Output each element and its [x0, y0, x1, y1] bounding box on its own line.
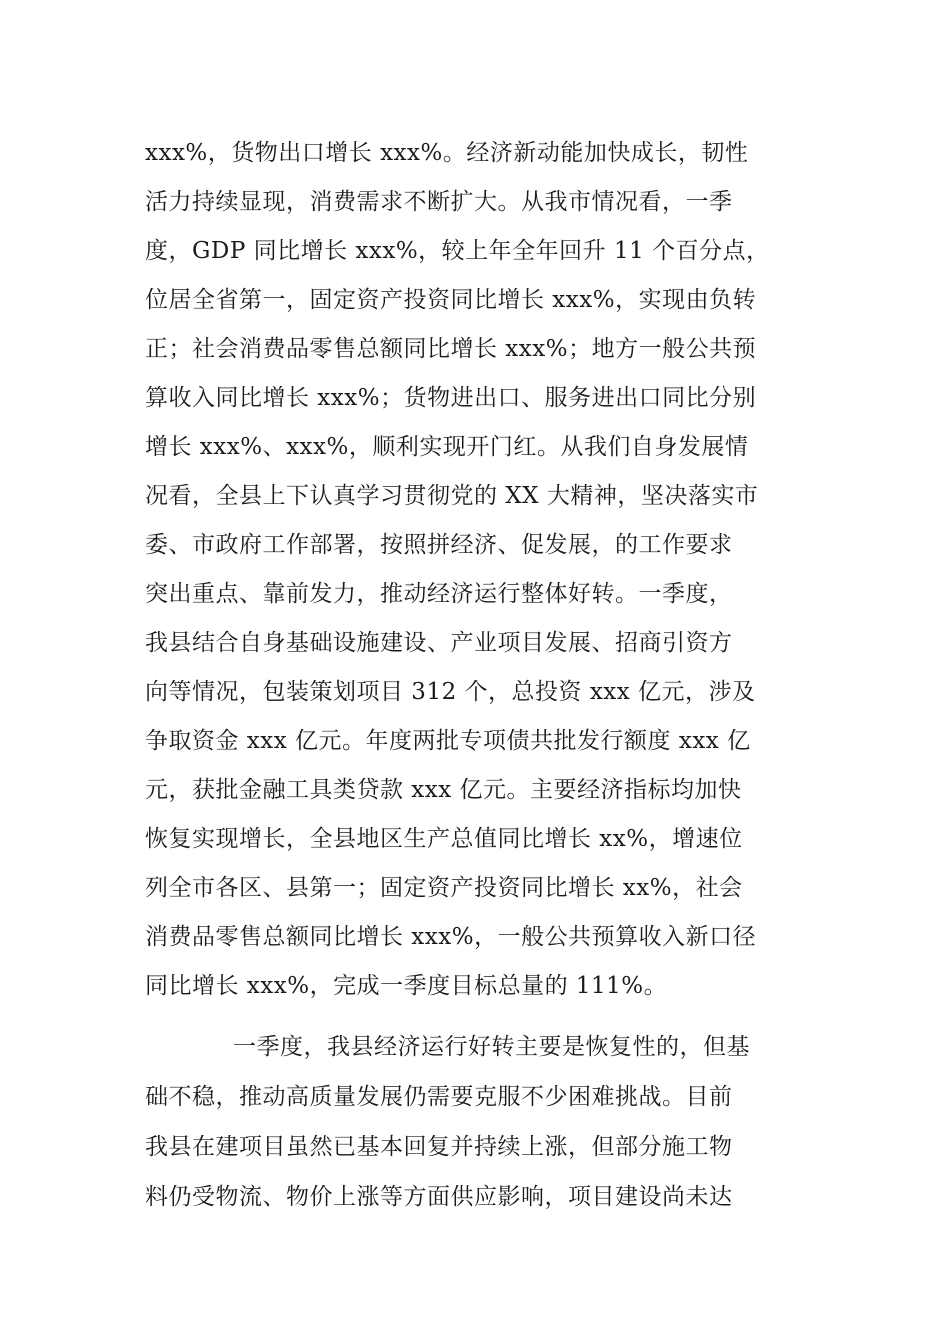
paragraph-line: 度，GDP 同比增长 xxx%，较上年全年回升 11 个百分点， — [145, 238, 770, 264]
paragraph-line: 突出重点、靠前发力，推动经济运行整体好转。一季度， — [145, 581, 733, 607]
paragraph-line: xxx%，货物出口增长 xxx%。经济新动能加快成长，韧性 — [145, 140, 749, 166]
paragraph-line: 委、市政府工作部署，按照拼经济、促发展，的工作要求 — [145, 532, 733, 558]
paragraph-line: 元，获批金融工具类贷款 xxx 亿元。主要经济指标均加快 — [145, 777, 742, 803]
paragraph-line: 向等情况，包装策划项目 312 个，总投资 xxx 亿元，涉及 — [145, 679, 756, 705]
paragraph-line: 正；社会消费品零售总额同比增长 xxx%；地方一般公共预 — [145, 336, 757, 362]
paragraph-line: 恢复实现增长，全县地区生产总值同比增长 xx%，增速位 — [145, 826, 743, 852]
paragraph-line: 消费品零售总额同比增长 xxx%，一般公共预算收入新口径 — [145, 924, 757, 950]
paragraph-line: 我县结合自身基础设施建设、产业项目发展、招商引资方 — [145, 630, 733, 656]
paragraph-line: 争取资金 xxx 亿元。年度两批专项债共批发行额度 xxx 亿 — [145, 728, 751, 754]
paragraph-line: 位居全省第一，固定资产投资同比增长 xxx%，实现由负转 — [145, 287, 757, 313]
paragraph-line: 料仍受物流、物价上涨等方面供应影响，项目建设尚未达 — [145, 1184, 733, 1210]
paragraph-line: 况看，全县上下认真学习贯彻党的 XX 大精神，坚决落实市 — [145, 483, 759, 509]
paragraph-line: 同比增长 xxx%，完成一季度目标总量的 111%。 — [145, 973, 668, 999]
paragraph-line: 我县在建项目虽然已基本回复并持续上涨，但部分施工物 — [145, 1134, 733, 1160]
paragraph-line: 础不稳，推动高质量发展仍需要克服不少困难挑战。目前 — [145, 1084, 733, 1110]
paragraph-line: 增长 xxx%、xxx%，顺利实现开门红。从我们自身发展情 — [145, 434, 749, 460]
paragraph-line: 活力持续显现，消费需求不断扩大。从我市情况看，一季 — [145, 189, 733, 215]
paragraph-line: 一季度，我县经济运行好转主要是恢复性的，但基 — [233, 1034, 750, 1060]
paragraph-line: 列全市各区、县第一；固定资产投资同比增长 xx%，社会 — [145, 875, 743, 901]
paragraph-line: 算收入同比增长 xxx%；货物进出口、服务进出口同比分别 — [145, 385, 757, 411]
